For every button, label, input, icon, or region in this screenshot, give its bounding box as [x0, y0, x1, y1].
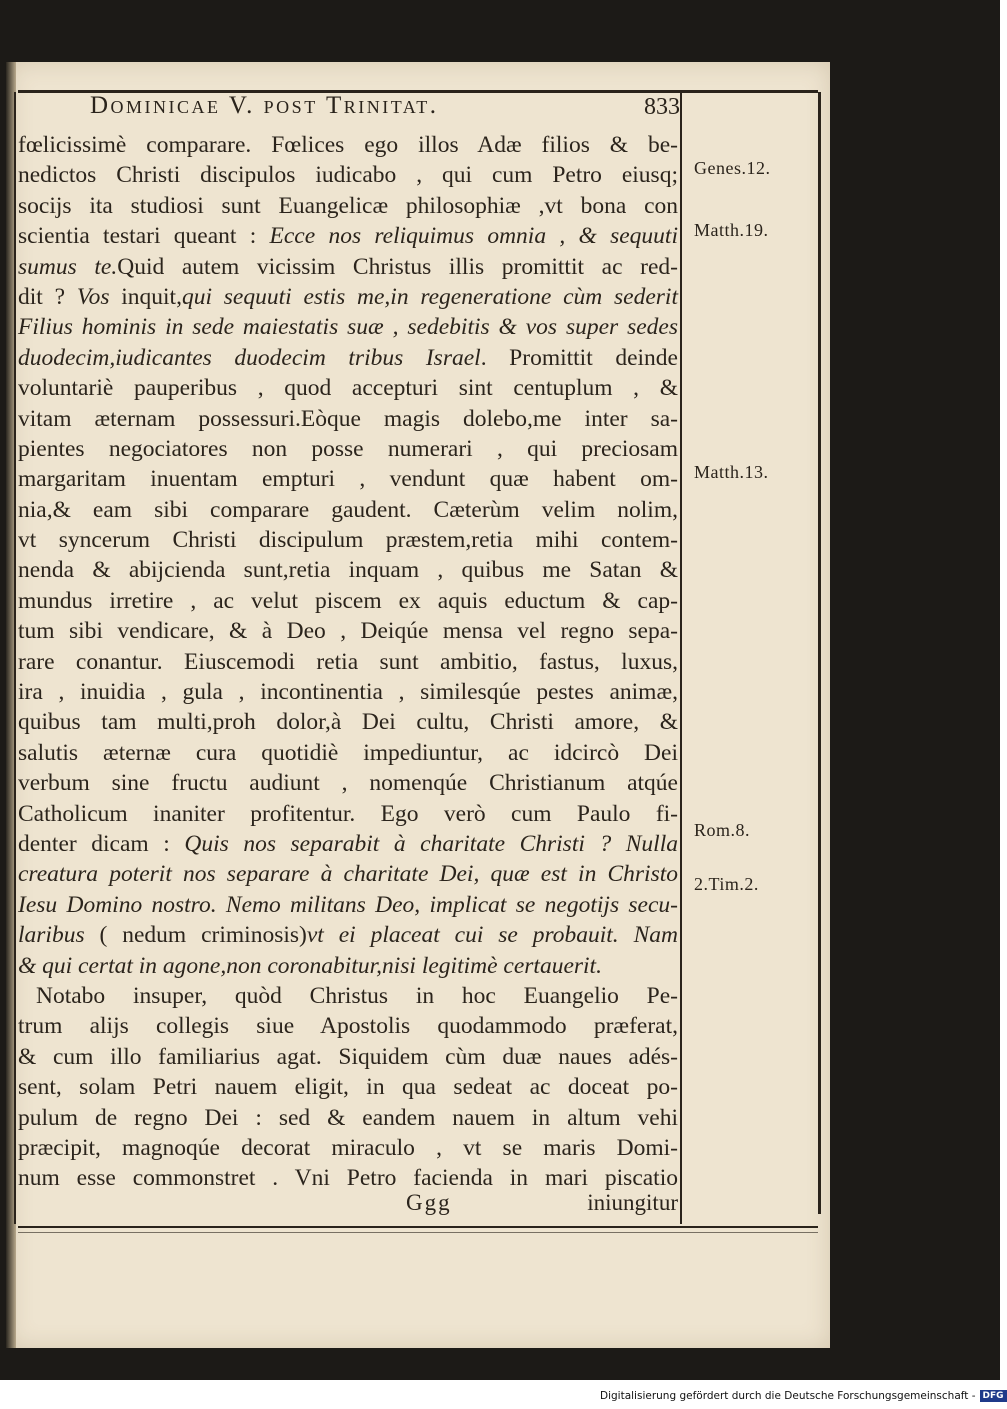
funding-note — [600, 1390, 1004, 1408]
text-line — [18, 1042, 678, 1072]
text-segment: nia,& eam sibi comparare gaudent. Cæterùm velim nolim, — [18, 496, 678, 523]
funding-note-text: Digitalisierung gefördert durch die Deutsche Forschungsgemeinschaft - — [600, 1390, 976, 1402]
text-segment: denter dicam : — [18, 830, 185, 857]
text-line — [18, 434, 678, 464]
italic-quotation: qui sequuti estis me,in regeneratione cùm sederit — [181, 283, 678, 310]
italic-quotation: & qui certat in agone,non coronabitur,nisi legitimè certauerit. — [18, 952, 602, 979]
text-segment: rare conantur. Eiuscemodi retia sunt ambitio, fastus, luxus, — [18, 648, 678, 675]
text-line — [18, 221, 678, 251]
text-segment: mundus irretire , ac velut piscem ex aquis eductum & cap- — [18, 587, 678, 614]
italic-quotation: Ecce nos reliquimus omnia , & sequuti — [269, 223, 678, 250]
text-column-right-rule — [680, 92, 682, 1224]
text-line — [18, 555, 678, 585]
page-number: 833 — [644, 94, 680, 120]
text-segment: & cum illo familiarius agat. Siquidem cùm duæ naues adés- — [18, 1043, 678, 1070]
text-line — [18, 1133, 678, 1163]
text-segment: ira , inuidia , gula , incontinentia , similesqúe pestes animæ, — [18, 679, 678, 706]
text-line — [18, 981, 678, 1011]
running-title: Dominicae V. post Trinitat. — [90, 92, 439, 119]
text-column-left-rule — [14, 92, 16, 1224]
text-segment: pientes negociatores non posse numerari , qui preciosam — [18, 435, 678, 462]
margin-note-matthew-13: Matth.13. — [694, 462, 769, 482]
catchword: iniungitur — [587, 1190, 678, 1215]
text-line — [18, 738, 678, 768]
text-line — [18, 616, 678, 646]
text-line — [18, 191, 678, 221]
italic-quotation: sumus te. — [18, 253, 118, 280]
text-line — [18, 525, 678, 555]
text-line — [18, 160, 678, 190]
margin-note-romans: Rom.8. — [694, 820, 751, 840]
italic-quotation: laribus — [18, 922, 85, 949]
text-line — [18, 890, 678, 920]
text-segment: vt syncerum Christi discipulum præstem,retia mihi contem- — [18, 527, 678, 554]
bottom-rule — [18, 1226, 818, 1228]
text-line — [18, 404, 678, 434]
text-segment: vitam æternam possessuri.Eòque magis dolebo,me inter sa- — [18, 405, 678, 432]
outer-margin-rule — [818, 92, 821, 1214]
text-line — [18, 647, 678, 677]
text-segment: margaritam inuentam empturi , vendunt quæ habent om- — [18, 466, 678, 493]
text-line — [18, 859, 678, 889]
text-line — [18, 951, 678, 981]
text-line — [18, 495, 678, 525]
text-segment: pulum de regno Dei : sed & eandem nauem in altum vehi — [18, 1104, 678, 1131]
text-line — [18, 343, 678, 373]
italic-quotation: Vos — [76, 283, 110, 310]
text-segment: sent, solam Petri nauem eligit, in qua sedeat ac doceat po- — [18, 1074, 678, 1101]
text-segment: Catholicum inaniter profitentur. Ego verò cum Paulo fi- — [18, 800, 678, 827]
text-line — [18, 1103, 678, 1133]
text-segment: scientia testari queant : — [18, 223, 270, 250]
text-segment: socijs ita studiosi sunt Euangelicæ philosophiæ ,vt bona con — [18, 192, 678, 219]
running-head — [90, 92, 680, 126]
text-segment: nedictos Christi discipulos iudicabo , qui cum Petro eiusq; — [18, 162, 678, 189]
dfg-logo: DFG — [980, 1390, 1007, 1402]
text-line — [18, 130, 678, 160]
italic-quotation: duodecim,iudicantes duodecim tribus Israel — [18, 344, 481, 371]
signature-catchword-row — [18, 1190, 678, 1226]
text-segment: præcipit, magnoqúe decorat miraculo , vt se maris Domi- — [18, 1134, 678, 1161]
text-line — [18, 799, 678, 829]
text-line — [18, 1072, 678, 1102]
text-segment: dit ? — [18, 283, 77, 310]
signature-mark: Ggg — [406, 1190, 452, 1215]
text-line — [18, 586, 678, 616]
text-segment: num esse commonstret . Vni Petro facienda in mari piscatio — [18, 1165, 678, 1192]
text-segment: voluntariè pauperibus , quod accepturi sint centuplum , & — [18, 375, 678, 402]
text-segment: quibus tam multi,proh dolor,à Dei cultu, Christi amore, & — [18, 709, 678, 736]
text-line — [18, 707, 678, 737]
text-line — [18, 252, 678, 282]
italic-quotation: creatura poterit nos separare à charitate Dei, quæ est in Christo — [18, 861, 678, 888]
text-segment: fœlicissimè comparare. Fœlices ego illos Adæ filios & be- — [18, 132, 678, 158]
text-line — [18, 464, 678, 494]
text-line — [18, 373, 678, 403]
text-line — [18, 829, 678, 859]
text-segment: trum alijs collegis siue Apostolis quodammodo præferat, — [18, 1013, 678, 1040]
text-line — [18, 768, 678, 798]
text-segment: inquit, — [109, 283, 182, 310]
bottom-rule-lower — [18, 1232, 818, 1233]
main-text-column — [18, 130, 678, 1194]
text-segment: verbum sine fructu audiunt , nomenqúe Christianum atqúe — [18, 770, 678, 797]
text-segment: . Promittit deinde — [480, 344, 678, 371]
italic-quotation: Iesu Domino nostro. Nemo militans Deo, implicat se negotijs secu- — [18, 891, 678, 918]
italic-quotation: vt ei placeat cui se probauit. Nam — [306, 922, 678, 949]
text-segment: nenda & abijcienda sunt,retia inquam , quibus me Satan & — [18, 557, 678, 584]
text-line — [18, 312, 678, 342]
italic-quotation: Quis nos separabit à charitate Christi ? Nulla — [184, 830, 678, 857]
text-segment: ( nedum criminosis) — [84, 922, 307, 949]
margin-note-genesis: Genes.12. — [694, 158, 771, 178]
margin-note-timothy: 2.Tim.2. — [694, 874, 759, 894]
text-line — [18, 1011, 678, 1041]
text-segment: salutis æternæ cura quotidiè impediuntur, ac idcircò Dei — [18, 739, 678, 766]
margin-note-matthew-19: Matth.19. — [694, 220, 769, 240]
text-segment: Notabo insuper, quòd Christus in hoc Euangelio Pe- — [36, 982, 678, 1009]
text-line — [18, 282, 678, 312]
text-segment: tum sibi vendicare, & à Deo , Deiqúe mensa vel regno sepa- — [18, 618, 678, 645]
text-line — [18, 920, 678, 950]
italic-quotation: Filius hominis in sede maiestatis suæ , sedebitis & vos super sedes — [18, 314, 678, 341]
text-segment: Quid autem vicissim Christus illis promittit ac red- — [117, 253, 678, 280]
text-line — [18, 677, 678, 707]
